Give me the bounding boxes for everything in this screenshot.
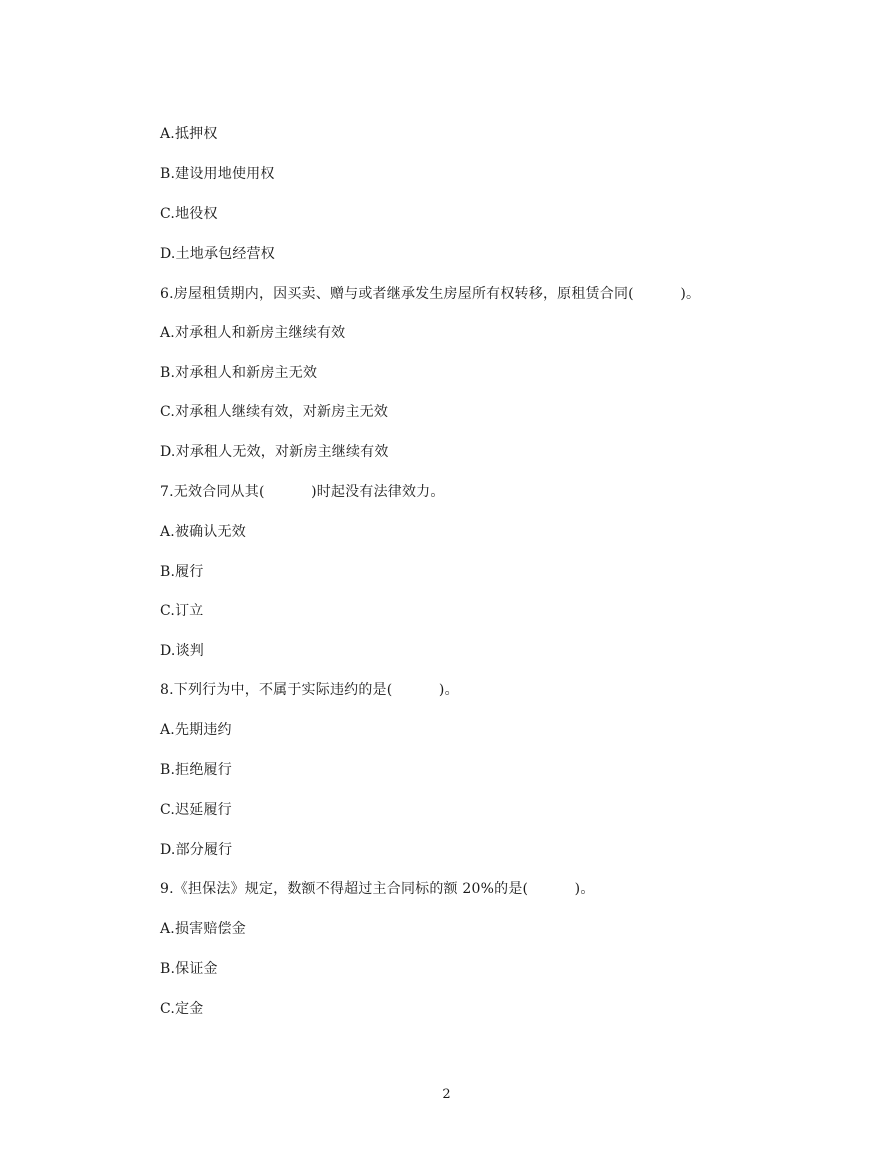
option-4d: D.土地承包经营权 [160, 246, 275, 262]
option-7d: D.谈判 [160, 643, 204, 659]
option-6a: A.对承租人和新房主继续有效 [160, 325, 346, 341]
option-8d: D.部分履行 [160, 842, 233, 858]
option-7a: A.被确认无效 [160, 524, 246, 540]
option-9a: A.损害赔偿金 [160, 921, 246, 937]
question-6: 6.房屋租赁期内，因买卖、赠与或者继承发生房屋所有权转移，原租赁合同( )。 [160, 286, 701, 302]
option-9c: C.定金 [160, 1001, 204, 1017]
option-8b: B.拒绝履行 [160, 762, 232, 778]
option-4c: C.地役权 [160, 206, 218, 222]
question-8: 8.下列行为中，不属于实际违约的是( )。 [160, 682, 459, 698]
question-7: 7.无效合同从其( )时起没有法律效力。 [160, 484, 445, 500]
option-8a: A.先期违约 [160, 722, 232, 738]
option-6c: C.对承租人继续有效，对新房主无效 [160, 404, 389, 420]
option-9b: B.保证金 [160, 961, 218, 977]
question-9: 9.《担保法》规定，数额不得超过主合同标的额 20%的是( )。 [160, 881, 595, 897]
option-6d: D.对承租人无效，对新房主继续有效 [160, 444, 389, 460]
option-4b: B.建设用地使用权 [160, 166, 275, 182]
option-4a: A.抵押权 [160, 126, 218, 142]
page-number: 2 [442, 1087, 451, 1102]
option-7c: C.订立 [160, 603, 204, 619]
option-8c: C.迟延履行 [160, 802, 232, 818]
option-7b: B.履行 [160, 564, 204, 580]
option-6b: B.对承租人和新房主无效 [160, 365, 318, 381]
